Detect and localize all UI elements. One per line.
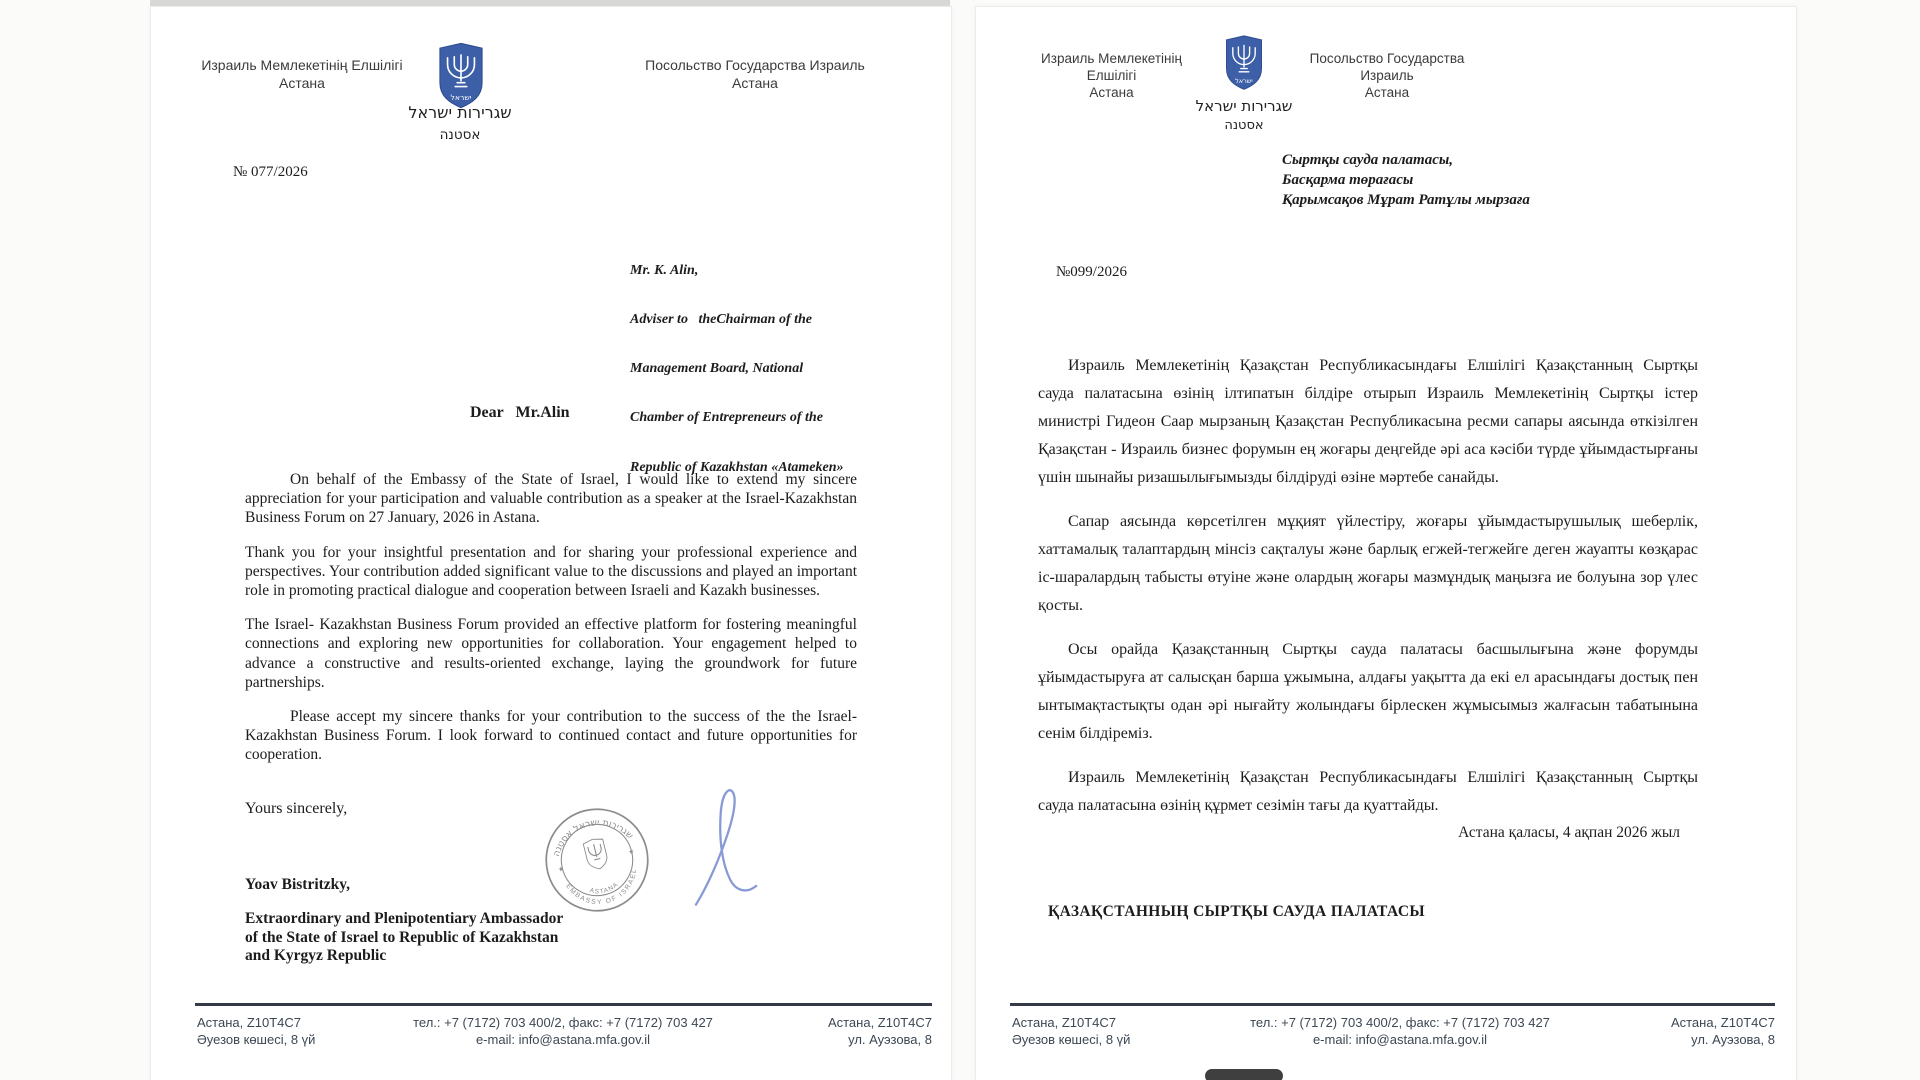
- ref-number-right: №099/2026: [1056, 264, 1127, 280]
- closing-line: Yours sincerely,: [245, 800, 348, 817]
- stamp-star-right: ★: [627, 847, 636, 857]
- right-header-kazakh: [1019, 50, 1204, 101]
- footer-address-kk-right: [1012, 1014, 1130, 1048]
- addressee-line: Management Board, National: [630, 361, 804, 377]
- footer-line: ул. Ауэзова, 8: [1691, 1032, 1775, 1047]
- body-paragraph: Thank you for your insightful presentation and for sharing your professional experience and perspectives. Your contribution added significant value to the discussions and played an important role in promoting practical dialogue and cooperation between Israeli and Kazakh businesses.: [245, 543, 857, 600]
- addressee-line: Adviser to theChairman of the: [630, 312, 813, 328]
- handwritten-signature-icon: [655, 778, 795, 913]
- footer-line: Әуезов көшесі, 8 үй: [1012, 1032, 1131, 1047]
- footer-line: Әуезов көшесі, 8 үй: [197, 1032, 316, 1047]
- embassy-name-ru: Посольство Государства Израиль: [1309, 51, 1465, 83]
- stamp-star-left: ★: [557, 865, 565, 874]
- body-paragraph: On behalf of the Embassy of the State of Israel, I would like to extend my sincere appreciation for your participation and valuable contribution as a speaker at the Israel-Kazakhstan Business Forum on 27 January, 2026 in Astana.: [245, 471, 857, 527]
- embassy-city-ru: Астана: [1364, 85, 1410, 100]
- emblem-label: ישראל: [450, 93, 472, 102]
- letter-body-right: [1038, 352, 1698, 836]
- embassy-city-kk: Астана: [279, 75, 325, 91]
- dark-pill: [1205, 1069, 1283, 1080]
- embassy-city-he: אסטנה: [439, 127, 481, 143]
- signer-title-line: Extraordinary and Plenipotentiary Ambassador: [245, 910, 564, 927]
- signer-title-line: of the State of Israel to Republic of Kazakhstan: [245, 928, 559, 946]
- footer-line: Астана, Z10T4C7: [1012, 1015, 1117, 1030]
- footer-phone: тел.: +7 (7172) 703 400/2, факс: +7 (7172) 703 427: [413, 1015, 713, 1030]
- israel-emblem-icon: [1224, 32, 1264, 94]
- stamp-ring-top-text: שגרירות ישראל אסטנה: [550, 817, 636, 858]
- letter-body-left: [245, 470, 857, 780]
- footer-address-ru-left: [732, 1014, 932, 1048]
- embassy-name-kk: Израиль Мемлекетінің Елшілігі: [201, 57, 403, 73]
- addressee-line: Chamber of Entrepreneurs of the: [630, 410, 823, 426]
- footer-contact-right: [1195, 1014, 1605, 1048]
- body-paragraph: Израиль Мемлекетінің Қазақстан Республикасындағы Елшілігі Қазақстанның Сыртқы сауда палатасына өзінің ілтипатын білдіре отырып Израиль Мемлекетінің Сыртқы істер министрі Гидеон Саар мырзаның Қазақстан Республикасына ресми сапары аясында өткізілген Қазақстан - Израиль бизнес форумын ең жоғары деңгейде әрі аса кәсіби түрде ұйымдастырғаны үшін шынайы ризашылығымызды білдіруді өзіне мәртебе санайды.: [1038, 357, 1698, 486]
- footer-divider-left: [195, 1003, 932, 1006]
- ref-number-left: № 077/2026: [233, 164, 308, 180]
- embassy-name-he: שגרירות ישראל: [1195, 97, 1293, 115]
- embassy-name-kk: Израиль Мемлекетінің Елшілігі: [1041, 51, 1182, 83]
- left-header-kazakh: [192, 56, 412, 92]
- stamp-ring-bottom-text: EMBASSY OF ISRAEL: [564, 867, 639, 907]
- salutation: Dear Mr.Alin: [470, 404, 570, 421]
- addressee-line: Сыртқы сауда палатасы,: [1282, 152, 1454, 168]
- addressee-line: Басқарма төрағасы: [1282, 172, 1414, 188]
- signer-name: Yoav Bistritzky,: [245, 876, 351, 893]
- footer-line: Астана, Z10T4C7: [1670, 1015, 1775, 1030]
- body-paragraph: Осы орайда Қазақстанның Сыртқы сауда палатасы басшылығына және форумды ұйымдастыруға ат салысқан барша ұжымына, алдағы уақытта да екі ел арасындағы достық пен ынтымақтастықты одан әрі нығайту жолындағы бірлескен жұмысымыз жалғасын табатынына сенім білдіреміз.: [1038, 641, 1698, 742]
- embassy-name-he: שגרירות ישראל: [408, 103, 512, 122]
- addressee-line: Republic of Kazakhstan «Atameken»: [630, 459, 844, 475]
- footer-contact-left: [360, 1014, 766, 1048]
- body-paragraph: Please accept my sincere thanks for your contribution to the success of the the Israel-Kazakhstan Business Forum. I look forward to continued contact and future opportunities for cooperation.: [245, 708, 857, 764]
- date-line: Астана қаласы, 4 ақпан 2026 жыл: [1458, 824, 1680, 841]
- addressee-line: Қарымсақов Мұрат Ратұлы мырзаға: [1282, 192, 1530, 208]
- right-hebrew-caption: [1182, 96, 1306, 136]
- left-hebrew-caption: [398, 102, 522, 146]
- right-header-russian: [1282, 50, 1492, 101]
- body-paragraph: Сапар аясында көрсетілген мұқият үйлестіру, жоғары ұйымдастырушылық шеберлік, хаттамалық талаптардың мінсіз сақталуы және барлық егжей-тегжейге деген жауапты көзқарас іс-шаралардың табысты өтуіне және олардың жоғары мазмұндық маңызға ие болуына зор үлес қосты.: [1038, 513, 1698, 614]
- signer-title: [245, 910, 563, 966]
- scan-edge-artifact: [150, 0, 950, 6]
- footer-line: ул. Ауэзова, 8: [848, 1032, 932, 1047]
- embassy-city-ru: Астана: [732, 75, 778, 91]
- embassy-city-kk: Астана: [1089, 85, 1134, 100]
- footer-line: Астана, Z10T4C7: [827, 1015, 932, 1030]
- body-paragraph: Израиль Мемлекетінің Қазақстан Республикасындағы Елшілігі Қазақстанның Сыртқы сауда палатасына өзінің құрмет сезімін тағы да қуаттайды.: [1038, 769, 1698, 814]
- body-paragraph: The Israel- Kazakhstan Business Forum provided an effective platform for fostering meaningful connections and exploring new opportunities for collaboration. Your engagement helped to advance a constructive and results-oriented exchange, laying the groundwork for future partnerships.: [245, 616, 857, 691]
- recipient-org-line: ҚАЗАҚСТАННЫҢ СЫРТҚЫ САУДА ПАЛАТАСЫ: [1048, 903, 1426, 920]
- addressee-block-right: [1282, 150, 1582, 210]
- footer-email: e-mail: info@astana.mfa.gov.il: [1312, 1032, 1488, 1047]
- addressee-line: Mr. K. Alin,: [630, 262, 699, 278]
- emblem-label: ישראל: [1235, 77, 1253, 85]
- footer-phone: тел.: +7 (7172) 703 400/2, факс: +7 (7172) 703 427: [1250, 1015, 1550, 1030]
- stamp-center-text: ASTANA: [588, 880, 621, 896]
- addressee-block-left: [630, 230, 865, 509]
- signer-title-line: and Kyrgyz Republic: [245, 947, 387, 964]
- footer-address-ru-right: [1577, 1014, 1775, 1048]
- footer-line: Астана, Z10T4C7: [197, 1015, 302, 1030]
- israel-emblem-icon: [437, 42, 485, 110]
- embassy-name-ru: Посольство Государства Израиль: [645, 57, 865, 73]
- footer-address-kk-left: [197, 1014, 315, 1048]
- footer-email: e-mail: info@astana.mfa.gov.il: [475, 1032, 651, 1047]
- left-header-russian: [643, 56, 867, 92]
- footer-divider-right: [1010, 1003, 1775, 1006]
- embassy-city-he: אסטנה: [1224, 118, 1264, 133]
